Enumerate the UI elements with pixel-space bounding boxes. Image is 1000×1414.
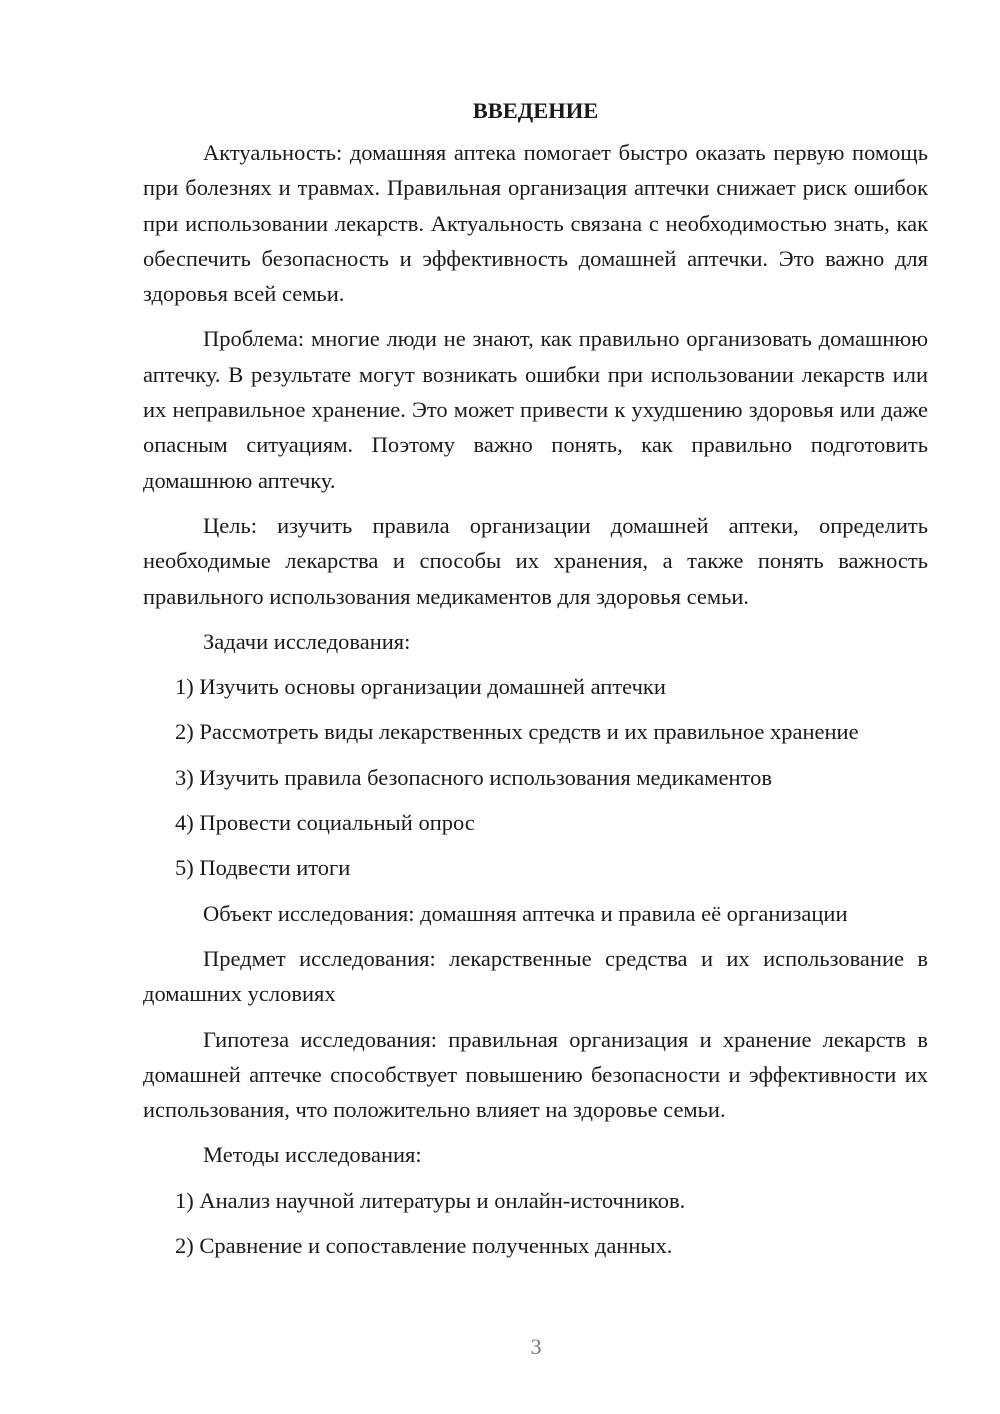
list-item: 4) Провести социальный опрос — [175, 810, 475, 836]
hypothesis-paragraph: Гипотеза исследования: правильная организация и хранение лекарств в домашней аптечке способствует повышению безопасности и эффективности их использования, что положительно влияет на здоровье семьи. — [143, 1026, 928, 1123]
list-item: 2) Рассмотреть виды лекарственных средств и их правильное хранение — [175, 719, 859, 745]
page-number: 3 — [530, 1334, 542, 1359]
list-item: 1) Изучить основы организации домашней аптечки — [175, 674, 666, 700]
page-content — [143, 96, 928, 1273]
goal-paragraph: Цель: изучить правила организации домашней аптеки, определить необходимые лекарства и способы их хранения, а также понять важность правильного использования медикаментов для здоровья семьи. — [143, 512, 928, 609]
problem-paragraph: Проблема: многие люди не знают, как правильно организовать домашнюю аптечку. В результате могут возникать ошибки при использовании лекарств или их неправильное хранение. Это может привести к ухудшению здоровья или даже опасным ситуациям. Поэтому важно понять, как правильно подготовить домашнюю аптечку. — [143, 326, 928, 493]
relevance-paragraph: Актуальность: домашняя аптека помогает быстро оказать первую помощь при болезнях и травмах. Правильная организация аптечки снижает риск ошибок при использовании лекарств. Актуальность связана с необходимостью знать, как обеспечить безопасность и эффективность домашней аптечки. Это важно для здоровья всей семьи. — [143, 140, 928, 307]
methods-heading: Методы исследования: — [203, 1142, 422, 1168]
subject-paragraph: Предмет исследования: лекарственные средства и их использование в домашних условиях — [143, 945, 928, 1007]
list-item: 1) Анализ научной литературы и онлайн-источников. — [175, 1187, 686, 1213]
section-title: ВВЕДЕНИЕ — [472, 98, 599, 123]
object-paragraph: Объект исследования: домашняя аптечка и правила её организации — [203, 900, 848, 926]
tasks-heading: Задачи исследования: — [203, 628, 411, 654]
tasks-list — [143, 669, 928, 885]
methods-list — [143, 1183, 928, 1264]
list-item: 3) Изучить правила безопасного использования медикаментов — [175, 764, 772, 790]
list-item: 5) Подвести итоги — [175, 855, 351, 881]
list-item: 2) Сравнение и сопоставление полученных данных. — [175, 1233, 673, 1259]
